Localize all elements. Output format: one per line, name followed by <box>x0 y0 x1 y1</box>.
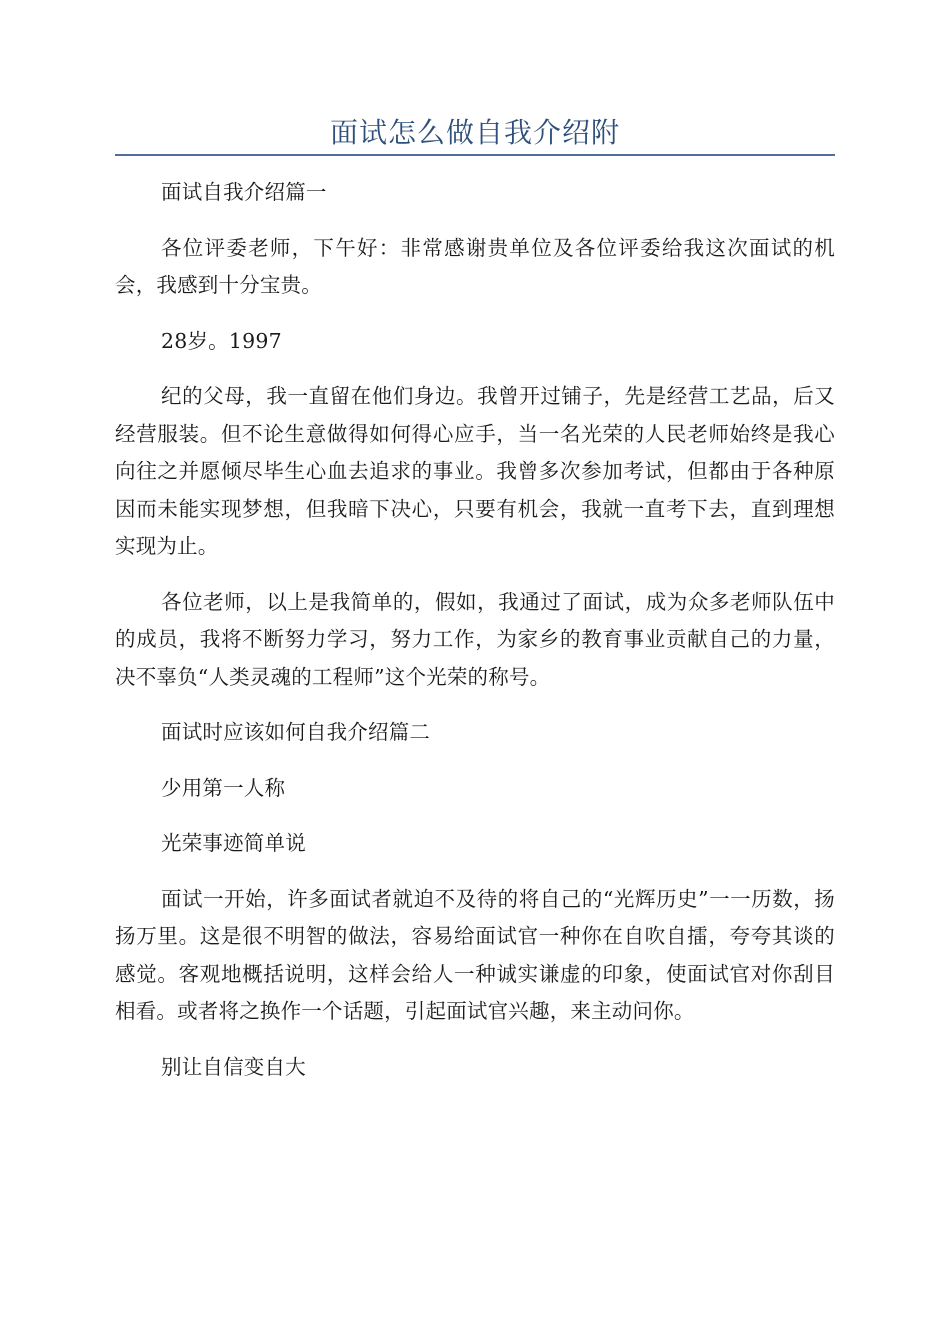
paragraph-closing: 各位老师，以上是我简单的，假如，我通过了面试，成为众多老师队伍中的成员，我将不断努力学习，努力工作，为家乡的教育事业贡献自己的力量，决不辜负“人类灵魂的工程师”这个光荣的称号。 <box>115 589 835 689</box>
tip-confidence: 别让自信变自大 <box>161 1054 306 1079</box>
paragraph-achievements-detail: 面试一开始，许多面试者就迫不及待的将自己的“光辉历史”一一历数，扬扬万里。这是很不明智的做法，容易给面试官一种你在自吹自擂，夸夸其谈的感觉。客观地概括说明，这样会给人一种诚实谦虚的印象，使面试官对你刮目相看。或者将之换作一个话题，引起面试官兴趣，来主动问你。 <box>115 886 835 1023</box>
page-title: 面试怎么做自我介绍附 <box>329 116 620 149</box>
heading-part-one: 面试自我介绍篇一 <box>161 180 327 204</box>
heading-part-two: 面试时应该如何自我介绍篇二 <box>161 720 431 744</box>
title-underline <box>115 154 835 156</box>
paragraph-age: 28岁。1997 <box>161 328 282 353</box>
tip-first-person: 少用第一人称 <box>161 775 286 800</box>
paragraph-greeting: 各位评委老师，下午好：非常感谢贵单位及各位评委给我这次面试的机会，我感到十分宝贵。 <box>115 235 835 297</box>
tip-achievements: 光荣事迹简单说 <box>161 831 306 855</box>
document-body <box>115 174 835 1104</box>
paragraph-background: 纪的父母，我一直留在他们身边。我曾开过铺子，先是经营工艺品，后又经营服装。但不论生意做得如何得心应手，当一名光荣的人民老师始终是我心向往之并愿倾尽毕生心血去追求的事业。我曾多次参加考试，但都由于各种原因而未能实现梦想，但我暗下决心，只要有机会，我就一直考下去，直到理想实现为止。 <box>115 384 835 558</box>
